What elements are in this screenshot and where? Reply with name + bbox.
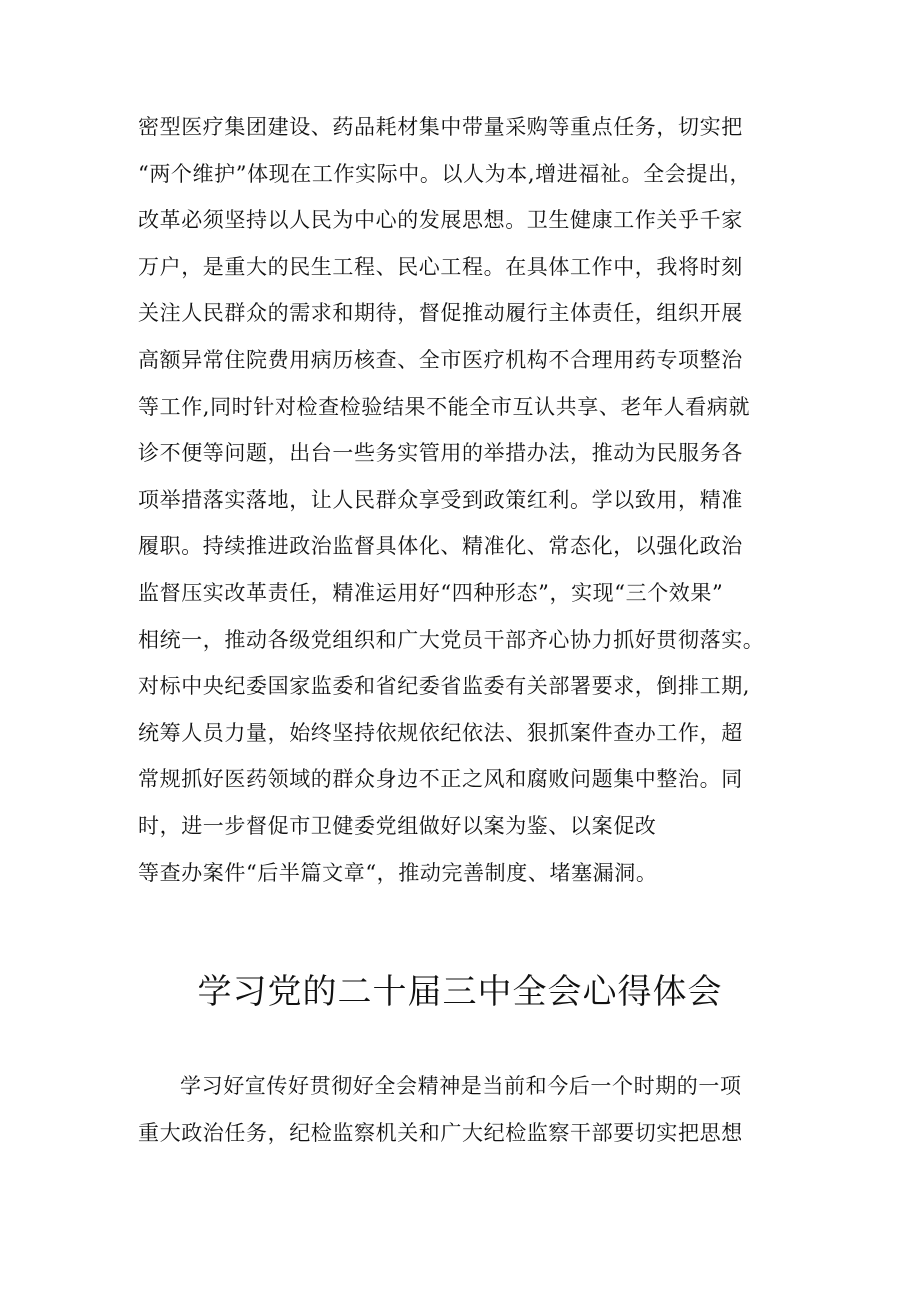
text-line: 重大政治任务，纪检监察机关和广大纪检监察干部要切实把思想 bbox=[138, 1120, 743, 1145]
text-line: 统筹人员力量，始终坚持依规依纪依法、狠抓案件查办工作，超 bbox=[138, 720, 743, 745]
text-line: 改革必须坚持以人民为中心的发展思想。卫生健康工作关乎千家 bbox=[138, 208, 743, 233]
text-line: 万户，是重大的民生工程、民心工程。在具体工作中，我将时刻 bbox=[138, 254, 743, 279]
text-line: 等工作,同时针对检查检验结果不能全市互认共享、老年人看病就 bbox=[138, 394, 751, 419]
text-line: 项举措落实落地，让人民群众享受到政策红利。学以致用，精准 bbox=[138, 487, 743, 512]
article-body bbox=[138, 104, 798, 896]
text-line: 履职。持续推进政治监督具体化、精准化、常态化，以强化政治 bbox=[138, 534, 743, 559]
text-line: 相统一，推动各级党组织和广大党员干部齐心协力抓好贯彻落实。 bbox=[138, 627, 765, 652]
text-line: “两个维护”体现在工作实际中。以人为本,增进福祉。全会提出， bbox=[138, 161, 752, 186]
text-line: 学习好宣传好贯彻好全会精神是当前和今后一个时期的一项 bbox=[180, 1074, 742, 1098]
text-line: 高额异常住院费用病历核查、全市医疗机构不合理用药专项整治 bbox=[138, 347, 743, 372]
section-heading: 学习党的二十届三中全会心得体会 bbox=[197, 972, 723, 1012]
text-line: 等查办案件“后半篇文章“，推动完善制度、堵塞漏洞。 bbox=[138, 860, 658, 885]
text-line: 关注人民群众的需求和期待，督促推动履行主体责任，组织开展 bbox=[138, 301, 743, 326]
text-line: 对标中央纪委国家监委和省纪委省监委有关部署要求，倒排工期, bbox=[138, 674, 751, 699]
text-line: 常规抓好医药领域的群众身边不正之风和腐败问题集中整治。同 bbox=[138, 767, 743, 792]
section-intro bbox=[138, 1063, 798, 1156]
text-line: 诊不便等问题，出台一些务实管用的举措办法，推动为民服务各 bbox=[138, 441, 743, 466]
text-line: 密型医疗集团建设、药品耗材集中带量采购等重点任务，切实把 bbox=[138, 115, 743, 139]
text-line: 时，进一步督促市卫健委党组做好以案为鉴、以案促改 bbox=[138, 813, 657, 838]
text-line: 监督压实改革责任，精准运用好“四种形态”，实现“三个效果” bbox=[138, 580, 724, 605]
